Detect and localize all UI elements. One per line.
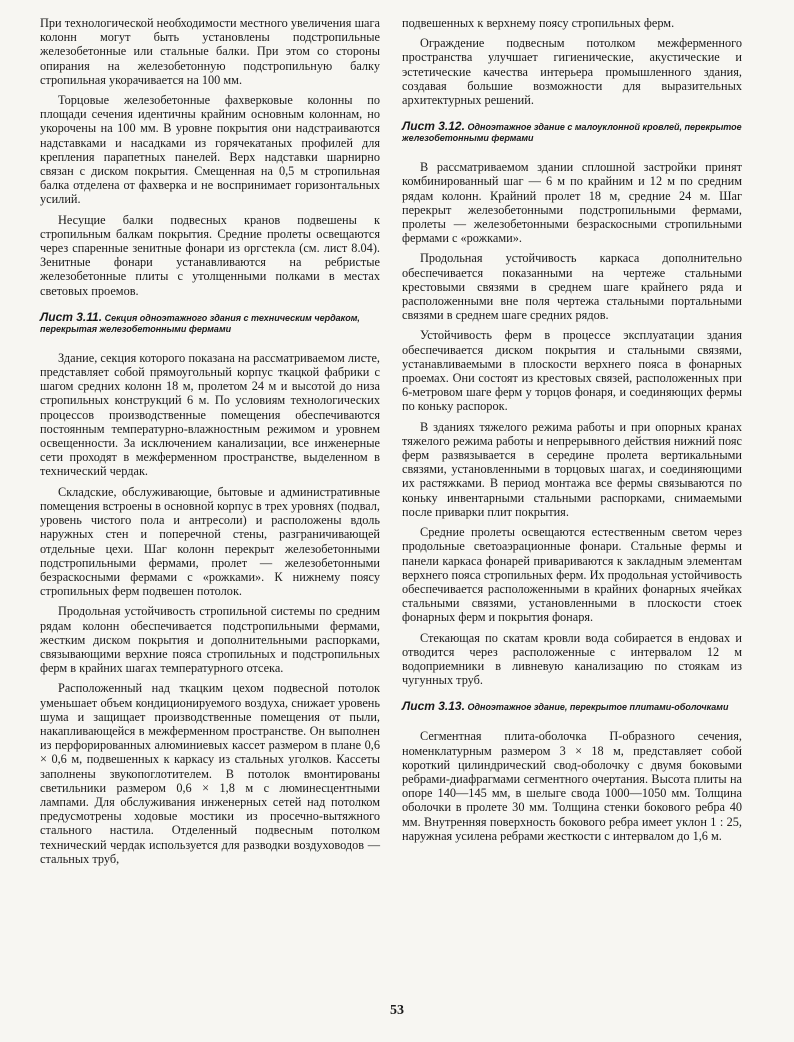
page-number: 53 bbox=[390, 1003, 404, 1018]
paragraph: Устойчивость ферм в процессе эксплуатации здания обеспечивается диском покрытия и стальными связями, устанавливаемыми в плоскости верхнего пояса в фонарных проемах. Они состоят из крестовых связей, расположенных при 6-метровом шаге ферм у торцов фонаря, и соединяющих фермы по коньку распорок. bbox=[402, 328, 742, 414]
section-number: Лист 3.11. bbox=[40, 309, 103, 324]
text-columns bbox=[40, 16, 742, 872]
left-column bbox=[40, 16, 380, 872]
section-number: Лист 3.13. bbox=[402, 699, 465, 714]
section-number: Лист 3.12. bbox=[402, 119, 465, 134]
paragraph: Складские, обслуживающие, бытовые и административные помещения встроены в основной корпус в трех уровнях (подвал, уровень чистого пола и антресоли) и расположены вдоль наружных стен и поперечной стены, разграничивающей отдельные цехи. Шаг колонн перекрыт железобетонными подстропильными фермами, пролет — железобетонными безраскосными фермами с «рожками». К нижнему поясу стропильных ферм подвешен потолок. bbox=[40, 484, 380, 599]
paragraph: Ограждение подвесным потолком межферменного пространства улучшает гигиенические, акустические и эстетические качества интерьера промышленного здания, создавая большие возможности для выразительных архитектурных решений. bbox=[402, 36, 742, 108]
paragraph: Сегментная плита-оболочка П-образного сечения, номенклатурным размером 3 × 18 м, представляет собой короткий цилиндрический свод-оболочку с двумя боковыми ребрами-диафрагмами сегментного очертания. Высота плиты на опоре 140—145 мм, в шелыге свода 1000—1050 мм. Толщина оболочки в пролете 30 мм. Толщина стенки бокового ребра 40 мм. Внутренняя поверхность бокового ребра имеет уклон 1 : 25, наружная усилена ребрами жесткости с интервалом до 1,6 м. bbox=[402, 729, 742, 843]
paragraph: Продольная устойчивость стропильной системы по средним рядам колонн обеспечивается подстропильными фермами, жестким диском покрытия и дополнительными распорками, связывающими верхние пояса стропильных и подстропильных ферм в крайних шагах температурного отсека. bbox=[40, 604, 380, 676]
section-heading-3-12 bbox=[402, 121, 742, 144]
section-heading-3-13 bbox=[402, 701, 742, 713]
paragraph: Расположенный над ткацким цехом подвесной потолок уменьшает объем кондиционируемого воздуха, снижает уровень шума и защищает производственные помещения от пыли, накапливающейся в межферменном пространстве. Он выполнен из перфорированных алюминиевых кассет размером в плане 0,6 × 0,6 м, подвешенных к каркасу из стальных уголков. Кассеты заполнены звукопоглотителем. В потолок вмонтированы светильники размером 0,6 × 1,8 м с люминесцентными лампами. Для обслуживания инженерных сетей над потолком предусмотрены ходовые мостики из просечно-вытяжного стального настила. Отделенный подвесным потолком технический чердак используется для разводки воздуховодов — стальных труб, bbox=[40, 681, 380, 866]
paragraph: Продольная устойчивость каркаса дополнительно обеспечивается показанными на чертеже стальными крестовыми связями в среднем шаге крайнего ряда и расположенными вне поля чертежа стальными портальными связями в среднем шаге средних рядов. bbox=[402, 251, 742, 323]
section-title: Секция одноэтажного здания с техническим чердаком, перекрытая железобетонными фермами bbox=[40, 312, 360, 334]
right-column bbox=[402, 16, 742, 872]
paragraph: При технологической необходимости местного увеличения шага колонн могут быть установлены подстропильные железобетонные или стальные балки. При этом со стороны опирания на железобетонную подстропильную балку стропильная укорачивается на 100 мм. bbox=[40, 16, 380, 87]
paragraph: В рассматриваемом здании сплошной застройки принят комбинированный шаг — 6 м по крайним и 12 м по средним рядам колонн. Крайний пролет 18 м, средние 24 м. Шаг перекрыт железобетонными подстропильными фермами, пролеты — железобетонными безраскосными стропильными фермами с «рожками». bbox=[402, 160, 742, 246]
section-heading-3-11 bbox=[40, 309, 380, 335]
paragraph: подвешенных к верхнему поясу стропильных ферм. bbox=[402, 16, 675, 30]
paragraph: Торцовые железобетонные фахверковые колонны по площади сечения идентичны крайним основным колоннам, но укорочены на 100 мм. В уровне покрытия они надстраиваются надставками и насадками из горячекатаных профилей для крепления парапетных панелей. Верх надставки шарнирно связан с диском покрытия. Смещенная на 0,5 м стропильная балка отделена от фахверка и не воспринимает горизонтальных усилий. bbox=[40, 93, 380, 207]
section-title: Одноэтажное здание, перекрытое плитами-оболочками bbox=[467, 702, 729, 713]
section-title: Одноэтажное здание с малоуклонной кровлей, перекрытое железобетонными фермами bbox=[402, 122, 742, 144]
paragraph: В зданиях тяжелого режима работы и при опорных кранах тяжелого режима работы и непрерывного действия нижний пояс ферм развязывается в середине пролета вертикальными связями, установленными в торцовых шагах, и соединяющими их растяжками. В период монтажа все фермы связываются по коньку инвентарными стальными распорками, снимаемыми после приварки плит покрытия. bbox=[402, 419, 742, 519]
paragraph: Стекающая по скатам кровли вода собирается в ендовах и отводится через расположенные с интервалом 12 м водоприемники в ливневую канализацию по стоякам из чугунных труб. bbox=[402, 630, 742, 688]
paragraph: Средние пролеты освещаются естественным светом через продольные светоаэрационные фонари. Стальные фермы и панели каркаса фонарей привариваются к закладным элементам верхнего пояса стропильных ферм. Их продольная устойчивость обеспечивается расположенными в крайних фонарных ячейках стальными связями, установленными в плоскости стоек фонарных ферм и покрытия фонаря. bbox=[402, 525, 742, 625]
paragraph: Несущие балки подвесных кранов подвешены к стропильным балкам покрытия. Средние пролеты освещаются через спаренные зенитные фонари из оргстекла (см. лист 8.04). Зенитные фонари устанавливаются на ребристые железобетонные плиты с утолщенными полками в местах световых проемов. bbox=[40, 212, 380, 298]
paragraph: Здание, секция которого показана на рассматриваемом листе, представляет собой прямоугольный корпус ткацкой фабрики с шагом средних колонн 18 м, пролетом 24 м и высотой до низа стропильных конструкций 6 м. По условиям технологических процессов производственные помещения обеспечиваются постоянным температурно-влажностным режимом и уровнем освещенности. За исключением канализации, все инженерные сети проходят в межферменном пространстве, выделенном в технический чердак. bbox=[40, 350, 380, 479]
